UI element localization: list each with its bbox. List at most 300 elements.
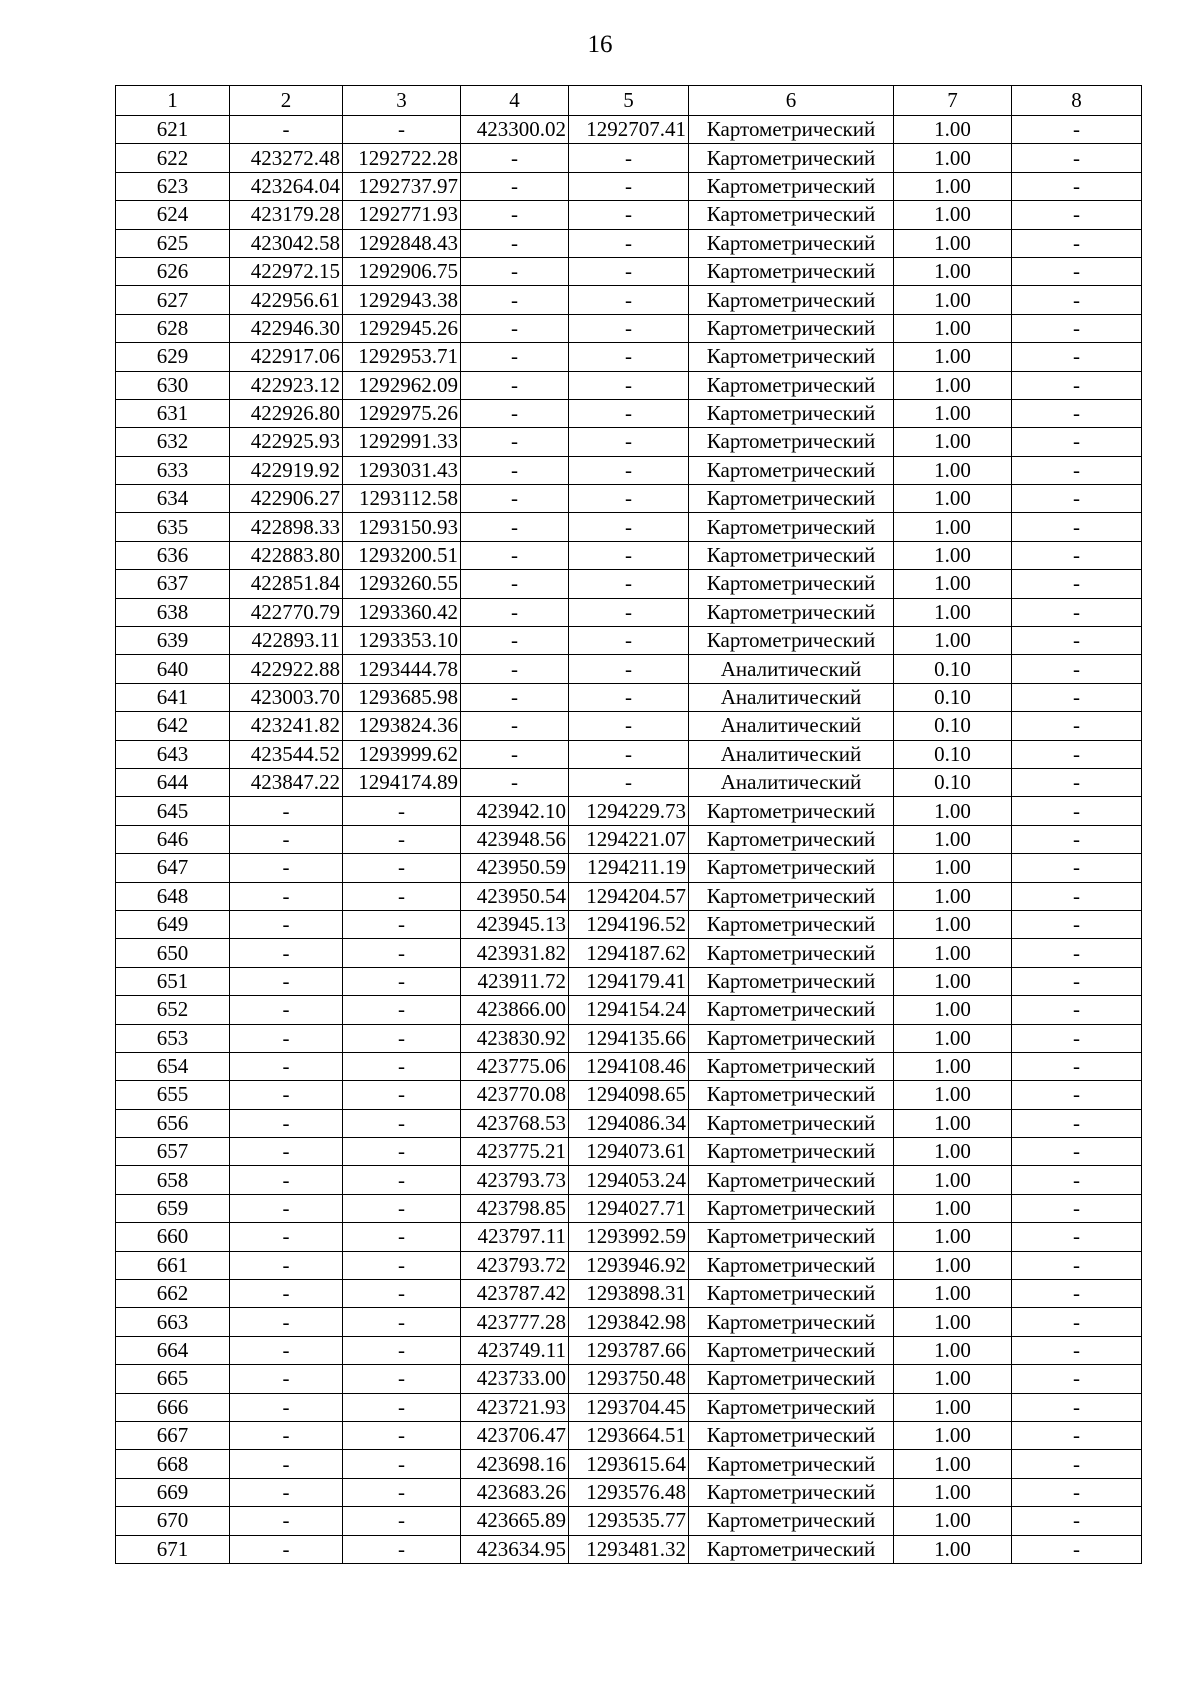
cell-new-y: -: [569, 541, 689, 569]
cell-new-y: 1294204.57: [569, 882, 689, 910]
cell-accuracy: 1.00: [894, 1535, 1012, 1563]
cell-accuracy: 1.00: [894, 1336, 1012, 1364]
cell-method: Картометрический: [689, 541, 894, 569]
cell-note: -: [1012, 740, 1142, 768]
cell-point-number: 626: [116, 257, 230, 285]
cell-old-x: -: [230, 1450, 343, 1478]
cell-method: Картометрический: [689, 314, 894, 342]
cell-old-y: 1293260.55: [343, 570, 461, 598]
table-row: [116, 655, 1142, 683]
cell-accuracy: 1.00: [894, 1052, 1012, 1080]
cell-note: -: [1012, 1194, 1142, 1222]
cell-note: -: [1012, 314, 1142, 342]
cell-new-y: 1294221.07: [569, 825, 689, 853]
cell-point-number: 660: [116, 1223, 230, 1251]
cell-old-x: 422919.92: [230, 456, 343, 484]
cell-new-y: -: [569, 428, 689, 456]
cell-old-y: -: [343, 1223, 461, 1251]
cell-old-x: 422946.30: [230, 314, 343, 342]
cell-new-x: 423942.10: [461, 797, 569, 825]
cell-old-y: 1293353.10: [343, 627, 461, 655]
cell-accuracy: 1.00: [894, 910, 1012, 938]
column-header: 4: [461, 86, 569, 116]
cell-new-x: 423775.21: [461, 1138, 569, 1166]
cell-method: Картометрический: [689, 1280, 894, 1308]
cell-new-y: 1293750.48: [569, 1365, 689, 1393]
cell-old-y: 1293112.58: [343, 485, 461, 513]
cell-note: -: [1012, 1052, 1142, 1080]
cell-accuracy: 1.00: [894, 343, 1012, 371]
cell-new-x: 423706.47: [461, 1421, 569, 1449]
cell-accuracy: 1.00: [894, 229, 1012, 257]
cell-method: Аналитический: [689, 740, 894, 768]
cell-new-x: -: [461, 428, 569, 456]
cell-old-y: 1292906.75: [343, 257, 461, 285]
cell-note: -: [1012, 882, 1142, 910]
cell-old-x: -: [230, 1478, 343, 1506]
cell-old-y: -: [343, 1393, 461, 1421]
cell-note: -: [1012, 996, 1142, 1024]
table-row: [116, 1280, 1142, 1308]
table-row: [116, 1251, 1142, 1279]
cell-accuracy: 1.00: [894, 1194, 1012, 1222]
cell-old-y: -: [343, 1052, 461, 1080]
cell-old-y: 1293150.93: [343, 513, 461, 541]
cell-new-x: -: [461, 712, 569, 740]
table-row: [116, 797, 1142, 825]
cell-point-number: 637: [116, 570, 230, 598]
cell-method: Картометрический: [689, 1166, 894, 1194]
cell-note: -: [1012, 1421, 1142, 1449]
cell-new-x: 423911.72: [461, 967, 569, 995]
cell-new-y: -: [569, 343, 689, 371]
cell-new-x: 423931.82: [461, 939, 569, 967]
cell-point-number: 664: [116, 1336, 230, 1364]
cell-new-y: 1293992.59: [569, 1223, 689, 1251]
cell-old-y: -: [343, 1109, 461, 1137]
cell-method: Картометрический: [689, 1052, 894, 1080]
cell-old-x: -: [230, 1535, 343, 1563]
cell-new-y: 1293481.32: [569, 1535, 689, 1563]
cell-old-x: 423241.82: [230, 712, 343, 740]
cell-new-x: -: [461, 740, 569, 768]
cell-method: Картометрический: [689, 910, 894, 938]
cell-note: -: [1012, 541, 1142, 569]
cell-new-y: 1293535.77: [569, 1507, 689, 1535]
cell-new-y: -: [569, 229, 689, 257]
cell-note: -: [1012, 627, 1142, 655]
cell-point-number: 670: [116, 1507, 230, 1535]
cell-note: -: [1012, 1251, 1142, 1279]
cell-old-y: 1292962.09: [343, 371, 461, 399]
cell-new-y: -: [569, 627, 689, 655]
cell-new-y: 1292707.41: [569, 116, 689, 144]
cell-old-y: 1292975.26: [343, 399, 461, 427]
cell-method: Картометрический: [689, 513, 894, 541]
cell-new-y: 1293576.48: [569, 1478, 689, 1506]
column-header: 6: [689, 86, 894, 116]
cell-new-y: 1294154.24: [569, 996, 689, 1024]
cell-new-x: -: [461, 627, 569, 655]
table-row: [116, 172, 1142, 200]
cell-method: Аналитический: [689, 712, 894, 740]
column-header: 5: [569, 86, 689, 116]
cell-accuracy: 1.00: [894, 1365, 1012, 1393]
table-row: [116, 229, 1142, 257]
cell-old-x: -: [230, 1280, 343, 1308]
cell-old-x: 422883.80: [230, 541, 343, 569]
table-row: [116, 996, 1142, 1024]
cell-point-number: 671: [116, 1535, 230, 1563]
cell-accuracy: 1.00: [894, 1421, 1012, 1449]
cell-new-y: -: [569, 740, 689, 768]
cell-new-y: -: [569, 456, 689, 484]
cell-method: Картометрический: [689, 825, 894, 853]
cell-note: -: [1012, 797, 1142, 825]
cell-point-number: 647: [116, 854, 230, 882]
cell-method: Картометрический: [689, 371, 894, 399]
cell-accuracy: 1.00: [894, 1024, 1012, 1052]
cell-point-number: 667: [116, 1421, 230, 1449]
cell-accuracy: 1.00: [894, 825, 1012, 853]
cell-note: -: [1012, 1478, 1142, 1506]
cell-new-x: 423733.00: [461, 1365, 569, 1393]
cell-point-number: 623: [116, 172, 230, 200]
table-row: [116, 201, 1142, 229]
table-row: [116, 144, 1142, 172]
cell-old-y: -: [343, 1450, 461, 1478]
cell-new-y: 1294027.71: [569, 1194, 689, 1222]
cell-note: -: [1012, 712, 1142, 740]
cell-method: Аналитический: [689, 683, 894, 711]
cell-accuracy: 1.00: [894, 996, 1012, 1024]
table-row: [116, 740, 1142, 768]
cell-old-x: 423179.28: [230, 201, 343, 229]
cell-new-y: 1294187.62: [569, 939, 689, 967]
cell-old-x: -: [230, 1138, 343, 1166]
cell-method: Картометрический: [689, 1535, 894, 1563]
cell-method: Картометрический: [689, 1138, 894, 1166]
cell-point-number: 630: [116, 371, 230, 399]
cell-accuracy: 1.00: [894, 314, 1012, 342]
cell-method: Картометрический: [689, 144, 894, 172]
cell-old-x: -: [230, 1166, 343, 1194]
table-row: [116, 286, 1142, 314]
cell-old-y: 1292722.28: [343, 144, 461, 172]
cell-new-x: -: [461, 541, 569, 569]
cell-old-y: -: [343, 1336, 461, 1364]
column-header: 2: [230, 86, 343, 116]
cell-method: Картометрический: [689, 1109, 894, 1137]
cell-old-x: -: [230, 882, 343, 910]
cell-note: -: [1012, 1223, 1142, 1251]
cell-method: Картометрический: [689, 797, 894, 825]
cell-point-number: 656: [116, 1109, 230, 1137]
cell-accuracy: 1.00: [894, 371, 1012, 399]
cell-accuracy: 1.00: [894, 1393, 1012, 1421]
cell-old-x: -: [230, 1365, 343, 1393]
cell-point-number: 645: [116, 797, 230, 825]
table-row: [116, 371, 1142, 399]
cell-method: Картометрический: [689, 1421, 894, 1449]
cell-note: -: [1012, 1393, 1142, 1421]
table-row: [116, 1421, 1142, 1449]
cell-new-x: -: [461, 485, 569, 513]
cell-old-y: 1292945.26: [343, 314, 461, 342]
cell-note: -: [1012, 1024, 1142, 1052]
cell-accuracy: 1.00: [894, 1450, 1012, 1478]
cell-old-x: -: [230, 1336, 343, 1364]
cell-old-y: -: [343, 116, 461, 144]
cell-new-x: 423798.85: [461, 1194, 569, 1222]
cell-point-number: 651: [116, 967, 230, 995]
cell-accuracy: 1.00: [894, 286, 1012, 314]
cell-note: -: [1012, 1280, 1142, 1308]
cell-new-y: -: [569, 201, 689, 229]
cell-old-y: 1292991.33: [343, 428, 461, 456]
table-row: [116, 939, 1142, 967]
cell-old-x: -: [230, 939, 343, 967]
cell-old-y: -: [343, 1280, 461, 1308]
cell-accuracy: 1.00: [894, 1478, 1012, 1506]
cell-point-number: 663: [116, 1308, 230, 1336]
table-body: [116, 116, 1142, 1564]
cell-accuracy: 1.00: [894, 1308, 1012, 1336]
table-row: [116, 485, 1142, 513]
table-row: [116, 1450, 1142, 1478]
cell-accuracy: 1.00: [894, 1223, 1012, 1251]
cell-new-x: -: [461, 399, 569, 427]
cell-method: Картометрический: [689, 1507, 894, 1535]
cell-old-y: 1292848.43: [343, 229, 461, 257]
cell-accuracy: 1.00: [894, 144, 1012, 172]
cell-new-x: 423777.28: [461, 1308, 569, 1336]
cell-point-number: 642: [116, 712, 230, 740]
cell-new-y: -: [569, 144, 689, 172]
cell-old-y: -: [343, 1478, 461, 1506]
cell-point-number: 628: [116, 314, 230, 342]
cell-new-y: 1294108.46: [569, 1052, 689, 1080]
cell-new-x: 423634.95: [461, 1535, 569, 1563]
cell-accuracy: 1.00: [894, 882, 1012, 910]
cell-point-number: 655: [116, 1081, 230, 1109]
cell-accuracy: 1.00: [894, 513, 1012, 541]
cell-point-number: 662: [116, 1280, 230, 1308]
coordinates-table: [115, 85, 1142, 1564]
cell-new-y: -: [569, 768, 689, 796]
table-row: [116, 1166, 1142, 1194]
cell-method: Картометрический: [689, 1365, 894, 1393]
cell-old-y: -: [343, 1308, 461, 1336]
cell-new-y: -: [569, 598, 689, 626]
cell-new-x: -: [461, 257, 569, 285]
cell-new-x: 423793.73: [461, 1166, 569, 1194]
cell-new-y: 1293898.31: [569, 1280, 689, 1308]
cell-point-number: 646: [116, 825, 230, 853]
cell-new-x: 423749.11: [461, 1336, 569, 1364]
table-row: [116, 882, 1142, 910]
cell-old-x: 422898.33: [230, 513, 343, 541]
cell-note: -: [1012, 768, 1142, 796]
cell-accuracy: 1.00: [894, 485, 1012, 513]
cell-point-number: 654: [116, 1052, 230, 1080]
cell-old-x: -: [230, 996, 343, 1024]
cell-point-number: 633: [116, 456, 230, 484]
cell-note: -: [1012, 485, 1142, 513]
cell-note: -: [1012, 513, 1142, 541]
cell-point-number: 658: [116, 1166, 230, 1194]
cell-old-y: 1293999.62: [343, 740, 461, 768]
cell-point-number: 632: [116, 428, 230, 456]
cell-note: -: [1012, 939, 1142, 967]
table-row: [116, 456, 1142, 484]
cell-new-x: -: [461, 683, 569, 711]
cell-note: -: [1012, 598, 1142, 626]
cell-point-number: 624: [116, 201, 230, 229]
cell-accuracy: 0.10: [894, 683, 1012, 711]
cell-new-x: -: [461, 286, 569, 314]
cell-new-y: -: [569, 683, 689, 711]
cell-old-x: 422893.11: [230, 627, 343, 655]
table-row: [116, 570, 1142, 598]
cell-accuracy: 1.00: [894, 1166, 1012, 1194]
cell-old-x: -: [230, 1393, 343, 1421]
cell-old-x: 423003.70: [230, 683, 343, 711]
cell-old-x: 423042.58: [230, 229, 343, 257]
cell-method: Картометрический: [689, 257, 894, 285]
table-row: [116, 257, 1142, 285]
cell-method: Картометрический: [689, 939, 894, 967]
cell-old-x: -: [230, 1052, 343, 1080]
cell-note: -: [1012, 1166, 1142, 1194]
cell-old-y: 1292771.93: [343, 201, 461, 229]
cell-accuracy: 1.00: [894, 1081, 1012, 1109]
cell-old-y: -: [343, 1507, 461, 1535]
cell-note: -: [1012, 1365, 1142, 1393]
cell-point-number: 631: [116, 399, 230, 427]
cell-old-x: -: [230, 1024, 343, 1052]
cell-note: -: [1012, 825, 1142, 853]
cell-method: Картометрический: [689, 882, 894, 910]
cell-old-y: -: [343, 1138, 461, 1166]
cell-old-y: 1292953.71: [343, 343, 461, 371]
cell-point-number: 648: [116, 882, 230, 910]
cell-old-x: -: [230, 1308, 343, 1336]
table-row: [116, 683, 1142, 711]
cell-new-y: -: [569, 286, 689, 314]
cell-accuracy: 1.00: [894, 797, 1012, 825]
cell-method: Картометрический: [689, 456, 894, 484]
cell-point-number: 669: [116, 1478, 230, 1506]
cell-new-x: -: [461, 513, 569, 541]
cell-new-x: -: [461, 570, 569, 598]
table-row: [116, 541, 1142, 569]
table-row: [116, 1223, 1142, 1251]
cell-accuracy: 1.00: [894, 854, 1012, 882]
cell-note: -: [1012, 1535, 1142, 1563]
cell-note: -: [1012, 399, 1142, 427]
cell-new-x: -: [461, 655, 569, 683]
cell-point-number: 629: [116, 343, 230, 371]
cell-old-x: 422956.61: [230, 286, 343, 314]
cell-accuracy: 1.00: [894, 598, 1012, 626]
cell-note: -: [1012, 144, 1142, 172]
cell-accuracy: 1.00: [894, 541, 1012, 569]
cell-old-y: 1292943.38: [343, 286, 461, 314]
cell-method: Картометрический: [689, 1223, 894, 1251]
cell-point-number: 625: [116, 229, 230, 257]
cell-note: -: [1012, 1308, 1142, 1336]
cell-note: -: [1012, 683, 1142, 711]
cell-new-y: 1293704.45: [569, 1393, 689, 1421]
column-header: 1: [116, 86, 230, 116]
cell-old-y: -: [343, 854, 461, 882]
cell-accuracy: 1.00: [894, 428, 1012, 456]
cell-old-y: 1293031.43: [343, 456, 461, 484]
cell-accuracy: 0.10: [894, 740, 1012, 768]
cell-new-x: 423768.53: [461, 1109, 569, 1137]
cell-new-y: 1293842.98: [569, 1308, 689, 1336]
cell-old-y: -: [343, 939, 461, 967]
table-row: [116, 627, 1142, 655]
cell-method: Картометрический: [689, 1194, 894, 1222]
cell-new-x: -: [461, 598, 569, 626]
table-row: [116, 343, 1142, 371]
cell-new-y: 1294098.65: [569, 1081, 689, 1109]
cell-old-x: 423264.04: [230, 172, 343, 200]
cell-old-x: 423847.22: [230, 768, 343, 796]
cell-old-x: 422923.12: [230, 371, 343, 399]
cell-new-y: 1293615.64: [569, 1450, 689, 1478]
cell-accuracy: 1.00: [894, 967, 1012, 995]
table-row: [116, 513, 1142, 541]
cell-accuracy: 1.00: [894, 570, 1012, 598]
cell-point-number: 621: [116, 116, 230, 144]
cell-method: Картометрический: [689, 201, 894, 229]
cell-method: Картометрический: [689, 996, 894, 1024]
cell-new-y: -: [569, 314, 689, 342]
cell-new-y: -: [569, 513, 689, 541]
cell-note: -: [1012, 1336, 1142, 1364]
cell-old-y: -: [343, 1365, 461, 1393]
cell-new-y: -: [569, 399, 689, 427]
table-row: [116, 1138, 1142, 1166]
cell-method: Картометрический: [689, 1251, 894, 1279]
cell-note: -: [1012, 1138, 1142, 1166]
cell-accuracy: 1.00: [894, 1251, 1012, 1279]
table-row: [116, 399, 1142, 427]
cell-old-y: -: [343, 1251, 461, 1279]
cell-note: -: [1012, 1109, 1142, 1137]
cell-old-y: -: [343, 1166, 461, 1194]
table-row: [116, 1507, 1142, 1535]
cell-new-y: 1293946.92: [569, 1251, 689, 1279]
cell-old-x: 423272.48: [230, 144, 343, 172]
cell-point-number: 653: [116, 1024, 230, 1052]
cell-note: -: [1012, 172, 1142, 200]
cell-point-number: 640: [116, 655, 230, 683]
cell-method: Картометрический: [689, 428, 894, 456]
cell-new-x: 423866.00: [461, 996, 569, 1024]
cell-method: Аналитический: [689, 655, 894, 683]
cell-accuracy: 1.00: [894, 116, 1012, 144]
cell-old-x: -: [230, 116, 343, 144]
table-row: [116, 910, 1142, 938]
cell-method: Картометрический: [689, 1336, 894, 1364]
cell-old-y: 1293444.78: [343, 655, 461, 683]
cell-accuracy: 1.00: [894, 1138, 1012, 1166]
cell-old-y: 1292737.97: [343, 172, 461, 200]
